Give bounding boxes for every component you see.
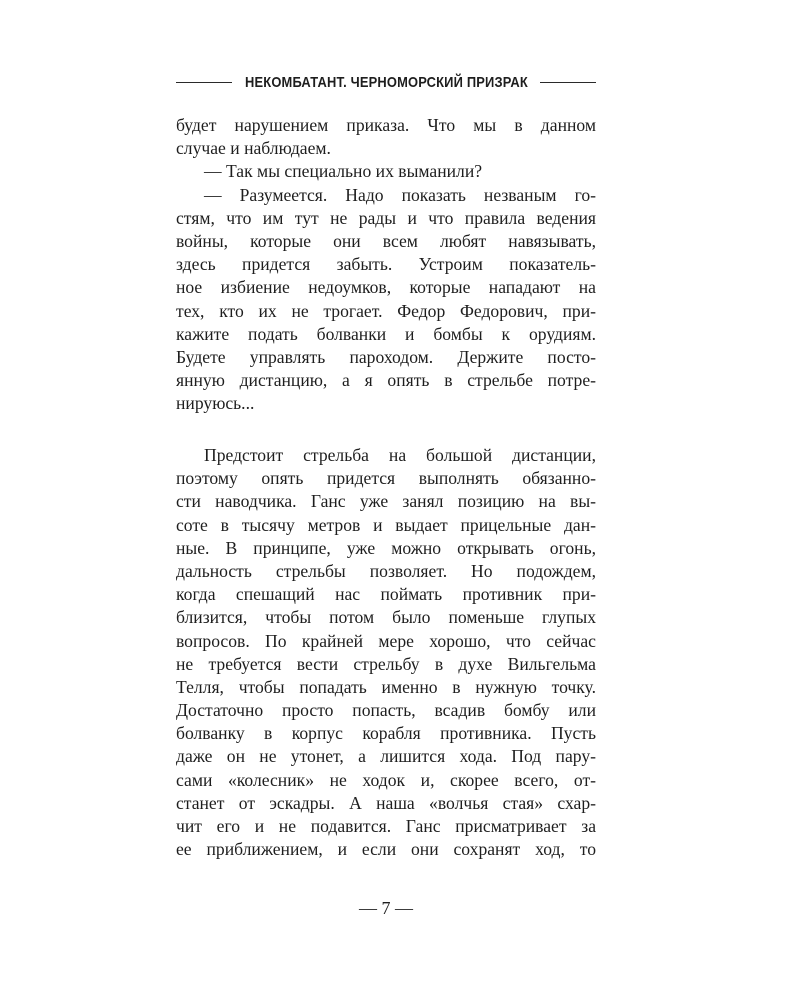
text-line: кажите подать болванки и бомбы к орудиям.	[176, 323, 596, 344]
text-line: ее приближением, и если они сохранят ход, то	[176, 839, 596, 860]
paragraph-3	[176, 184, 596, 416]
paragraph-2	[176, 160, 596, 183]
header-title: НЕКОМБАТАНТ. ЧЕРНОМОРСКИЙ ПРИЗРАК	[244, 73, 528, 91]
text-line: здесь придется забыть. Устроим показатель-	[176, 254, 596, 275]
running-header	[176, 70, 596, 94]
page-number: — 7 —	[359, 898, 413, 918]
text-line: — Разумеется. Надо показать незваным го-	[204, 184, 596, 205]
text-line: соте в тысячу метров и выдает прицельные дан-	[176, 514, 596, 535]
text-line: поэтому опять придется выполнять обязанно-	[176, 468, 596, 489]
text-block-lower	[176, 444, 596, 861]
text-line: случае и наблюдаем.	[176, 138, 331, 159]
text-line: Достаточно просто попасть, всадив бомбу или	[176, 700, 596, 721]
text-line: — Так мы специально их выманили?	[204, 161, 483, 182]
text-line: когда спешащий нас поймать противник при-	[176, 584, 596, 605]
text-line: сти наводчика. Ганс уже занял позицию на вы-	[176, 491, 596, 512]
text-line: нируюсь...	[176, 393, 255, 414]
text-line: даже он не утонет, а лишится хода. Под пару-	[176, 746, 596, 767]
text-line: ные. В принципе, уже можно открывать огонь,	[176, 537, 596, 558]
text-block-upper	[176, 114, 596, 415]
text-line: дальность стрельбы позволяет. Но подождем,	[176, 560, 596, 581]
text-line: вопросов. По крайней мере хорошо, что сейчас	[176, 630, 596, 651]
text-line: Предстоит стрельба на большой дистанции,	[204, 445, 596, 465]
text-line: чит его и не подавится. Ганс присматривает за	[176, 816, 596, 836]
text-line: близится, чтобы потом было поменьше глупых	[176, 607, 596, 628]
text-line: сами «колесник» не ходок и, скорее всего, от-	[176, 769, 596, 790]
text-line: войны, которые они всем любят навязывать,	[176, 230, 596, 251]
text-line: будет нарушением приказа. Что мы в данном	[176, 115, 596, 135]
text-line: не требуется вести стрельбу в духе Вильгельма	[176, 653, 596, 674]
text-line: болванку в корпус корабля противника. Пусть	[176, 723, 596, 744]
header-rule-right	[540, 82, 596, 83]
text-line: Телля, чтобы попадать именно в нужную точку.	[176, 676, 596, 697]
text-line: Будете управлять пароходом. Держите посто-	[176, 346, 596, 367]
paragraph-4	[176, 444, 596, 861]
text-line: стям, что им тут не рады и что правила ведения	[176, 207, 596, 228]
paragraph-1	[176, 114, 596, 160]
text-line: станет от эскадры. А наша «волчья стая» схар-	[176, 792, 596, 813]
text-line: тех, кто их не трогает. Федор Федорович, при-	[176, 300, 596, 321]
header-rule-left	[176, 82, 232, 83]
text-line: янную дистанцию, а я опять в стрельбе потре-	[176, 370, 596, 391]
text-line: ное избиение недоумков, которые нападают на	[176, 277, 596, 298]
